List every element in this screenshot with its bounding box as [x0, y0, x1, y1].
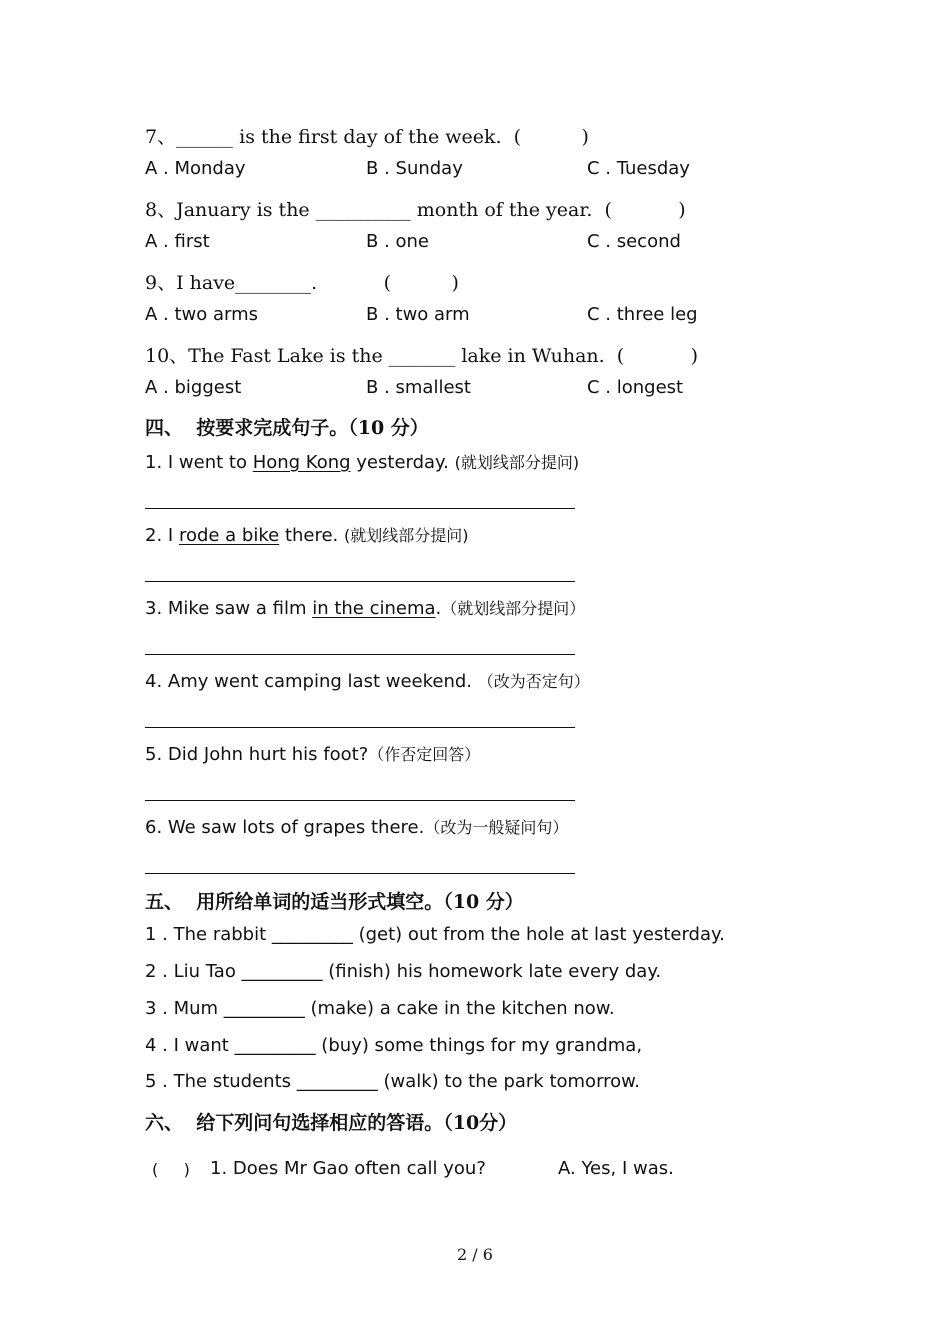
s4-item-6-hint: （改为一般疑问句） — [424, 818, 569, 837]
section-4-title: 四、 按要求完成句子。（10 分） — [145, 417, 429, 439]
section-5-title: 五、 用所给单词的适当形式填空。（10 分） — [145, 891, 524, 913]
s4-item-3-post: . — [435, 598, 442, 619]
answer-line-5[interactable] — [145, 800, 575, 801]
s5-item-4: 4 . I want _________ (buy) some things for my grandma, — [145, 1035, 643, 1056]
s4-item-4-pre: 4. Amy went camping last weekend. — [145, 671, 478, 692]
q9-option-a: A . two arms — [145, 304, 259, 325]
s4-item-5-pre: 5. Did John hurt his foot? — [145, 744, 369, 765]
s6-answer-paren[interactable]: ( ) — [152, 1160, 190, 1179]
s5-item-5: 5 . The students _________ (walk) to the park tomorrow. — [145, 1071, 640, 1092]
s6-answer-a: A. Yes, I was. — [558, 1158, 674, 1179]
answer-line-6[interactable] — [145, 873, 575, 874]
q8-option-c: C . second — [587, 231, 681, 252]
page-number: 2 / 6 — [457, 1245, 493, 1264]
question-7: 7、______ is the first day of the week. ( ) — [145, 126, 589, 148]
s4-item-6 — [145, 815, 568, 838]
s4-item-1-hint: (就划线部分提问) — [454, 453, 580, 472]
q7-option-c: C . Tuesday — [587, 158, 690, 179]
s4-item-2-pre: 2. I — [145, 525, 179, 546]
s4-item-5-hint: （作否定回答） — [368, 745, 481, 764]
s4-item-2-underlined: rode a bike — [178, 525, 280, 546]
question-10: 10、The Fast Lake is the _______ lake in Wuhan. ( ) — [145, 345, 699, 367]
s4-item-5 — [145, 742, 480, 765]
answer-line-4[interactable] — [145, 727, 575, 728]
s5-item-1: 1 . The rabbit _________ (get) out from the hole at last yesterday. — [145, 924, 725, 945]
s4-item-3-hint: （就划线部分提问） — [441, 599, 586, 618]
answer-line-1[interactable] — [145, 508, 575, 509]
s4-item-1 — [145, 450, 579, 473]
s4-item-1-post: yesterday. — [350, 452, 455, 473]
question-9: 9、I have________. ( ) — [145, 272, 459, 294]
q8-option-b: B . one — [366, 231, 430, 252]
s4-item-1-pre: 1. I went to — [145, 452, 253, 473]
s4-item-6-pre: 6. We saw lots of grapes there. — [145, 817, 425, 838]
s4-item-2-post: there. — [279, 525, 345, 546]
question-8: 8、January is the __________ month of the year. ( ) — [145, 199, 686, 221]
s6-question-1: 1. Does Mr Gao often call you? — [210, 1158, 486, 1179]
s5-item-3: 3 . Mum _________ (make) a cake in the kitchen now. — [145, 998, 615, 1019]
s5-item-2: 2 . Liu Tao _________ (finish) his homework late every day. — [145, 961, 662, 982]
s4-item-4-hint: （改为否定句） — [477, 672, 590, 691]
s4-item-4 — [145, 669, 590, 692]
q7-option-a: A . Monday — [145, 158, 246, 179]
q9-option-c: C . three leg — [587, 304, 698, 325]
s4-item-3 — [145, 596, 585, 619]
section-6-title: 六、 给下列问句选择相应的答语。（10分） — [145, 1112, 518, 1134]
q8-option-a: A . first — [145, 231, 210, 252]
q9-option-b: B . two arm — [366, 304, 470, 325]
q10-option-a: A . biggest — [145, 377, 242, 398]
answer-line-3[interactable] — [145, 654, 575, 655]
q10-option-c: C . longest — [587, 377, 684, 398]
s4-item-2-hint: (就划线部分提问) — [344, 526, 469, 545]
q10-option-b: B . smallest — [366, 377, 471, 398]
s4-item-3-pre: 3. Mike saw a film — [145, 598, 313, 619]
s4-item-2 — [145, 523, 469, 546]
s4-item-3-underlined: in the cinema — [312, 598, 436, 619]
q7-option-b: B . Sunday — [366, 158, 463, 179]
s4-item-1-underlined: Hong Kong — [252, 452, 351, 473]
answer-line-2[interactable] — [145, 581, 575, 582]
